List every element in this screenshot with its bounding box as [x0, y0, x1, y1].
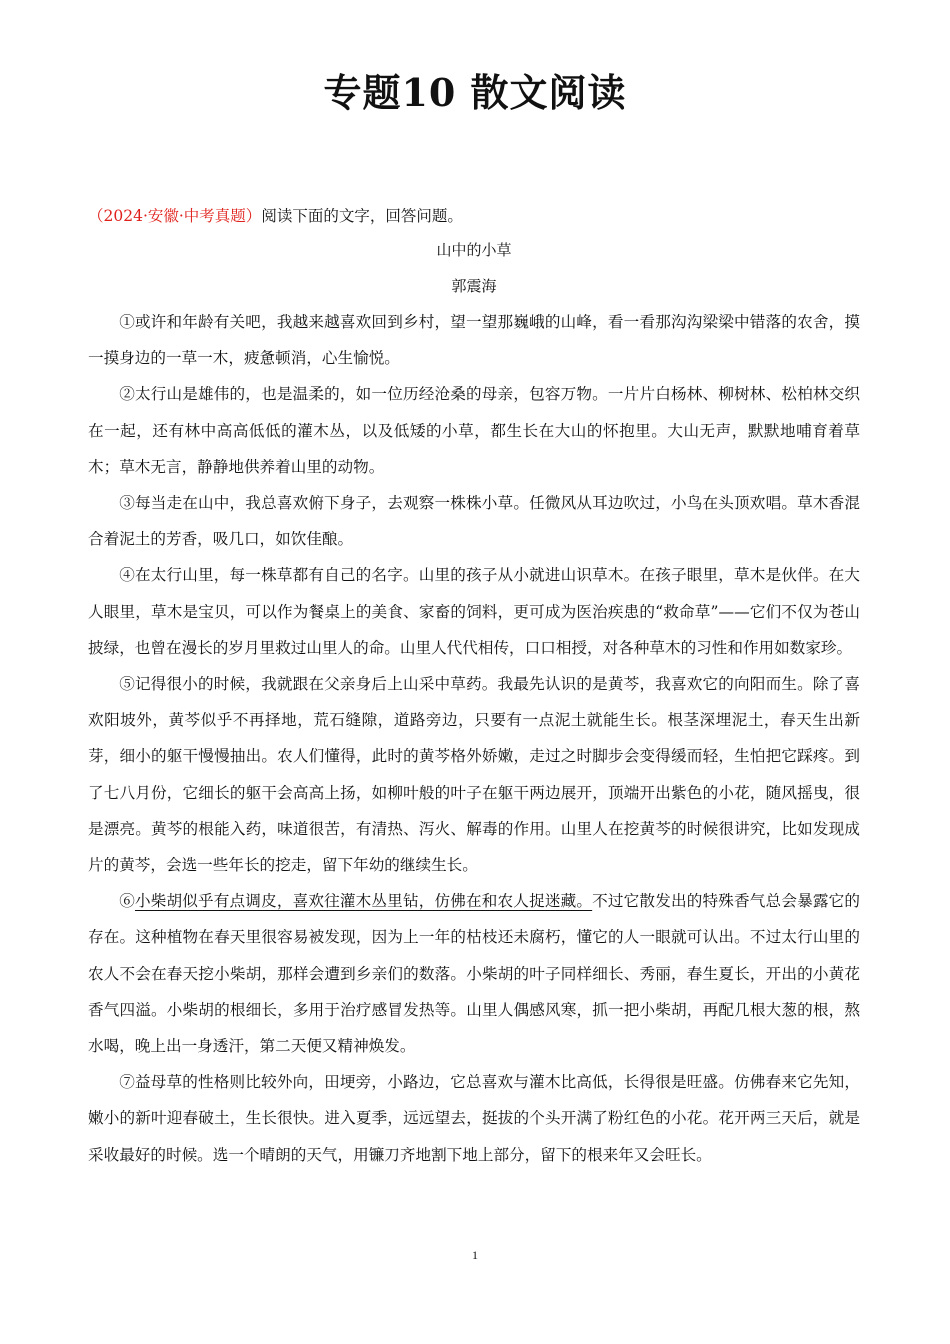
- source-label: （2024·安徽·中考真题）: [88, 207, 262, 225]
- page-title: 专题10 散文阅读: [323, 70, 627, 115]
- paragraph-4: ④在太行山里，每一株草都有自己的名字。山里的孩子从小就进山识草木。在孩子眼里，草木是伙伴。在大人眼里，草木是宝贝，可以作为餐桌上的美食、家畜的饲料，更可成为医治疾患的“救命草”——它们不仅为苍山披绿，也曾在漫长的岁月里救过山里人的命。山里人代代相传，口口相授，对各种草木的习性和作用如数家珍。: [88, 566, 860, 657]
- paragraph-6: [88, 883, 860, 1064]
- page-number: 1: [472, 1248, 478, 1262]
- intro-instruction: 阅读下面的文字，回答问题。: [261, 207, 463, 225]
- paragraph-6-text: 不过它散发出的特殊香气总会暴露它的存在。这种植物在春天里很容易被发现，因为上一年的枯枝还未腐朽，懂它的人一眼就可认出。不过太行山里的农人不会在春天挖小柴胡，那样会遭到乡亲们的数落。小柴胡的叶子同样细长、秀丽，春生夏长，开出的小黄花香气四溢。小柴胡的根细长，多用于治疗感冒发热等。山里人偶感风寒，抓一把小柴胡，再配几根大葱的根，熬水喝，晚上出一身透汗，第二天便又精神焕发。: [88, 892, 860, 1056]
- document-body: [88, 200, 860, 1173]
- underlined-sentence: 小柴胡似乎有点调皮，喜欢往灌木丛里钻，仿佛在和农人捉迷藏。: [134, 892, 593, 911]
- essay-title: 山中的小草: [436, 241, 512, 259]
- intro-line: [88, 200, 860, 232]
- paragraph-2: ②太行山是雄伟的，也是温柔的，如一位历经沧桑的母亲，包容万物。一片片白杨林、柳树林、松柏林交织在一起，还有林中高高低低的灌木丛，以及低矮的小草，都生长在大山的怀抱里。大山无声，默默地哺育着草木；草木无言，静静地供养着山里的动物。: [88, 385, 860, 476]
- paragraph-7: ⑦益母草的性格则比较外向，田埂旁，小路边，它总喜欢与灌木比高低，长得很是旺盛。仿佛春来它先知，嫩小的新叶迎春破土，生长很快。进入夏季，远远望去，挺拔的个头开满了粉红色的小花。花开两三天后，就是采收最好的时候。选一个晴朗的天气，用镰刀齐地割下地上部分，留下的根来年又会旺长。: [88, 1073, 860, 1164]
- paragraph-6-number: ⑥: [119, 892, 135, 911]
- paragraph-5: ⑤记得很小的时候，我就跟在父亲身后上山采中草药。我最先认识的是黄芩，我喜欢它的向阳而生。除了喜欢阳坡外，黄芩似乎不再择地，荒石缝隙，道路旁边，只要有一点泥土就能生长。根茎深埋泥土，春天生出新芽，细小的躯干慢慢抽出。农人们懂得，此时的黄芩格外娇嫩，走过之时脚步会变得缓而轻，生怕把它踩疼。到了七八月份，它细长的躯干会高高上扬，如柳叶般的叶子在躯干两边展开，顶端开出紫色的小花，随风摇曳，很是漂亮。黄芩的根能入药，味道很苦，有清热、泻火、解毒的作用。山里人在挖黄芩的时候很讲究，比如发现成片的黄芩，会选一些年长的挖走，留下年幼的继续生长。: [88, 675, 860, 875]
- paragraph-1: ①或许和年龄有关吧，我越来越喜欢回到乡村，望一望那巍峨的山峰，看一看那沟沟梁梁中错落的农舍，摸一摸身边的一草一木，疲惫顿消，心生愉悦。: [88, 313, 860, 368]
- essay-author: 郭震海: [451, 277, 497, 295]
- paragraph-3: ③每当走在山中，我总喜欢俯下身子，去观察一株株小草。任微风从耳边吹过，小鸟在头顶欢唱。草木香混合着泥土的芳香，吸几口，如饮佳酿。: [88, 494, 860, 549]
